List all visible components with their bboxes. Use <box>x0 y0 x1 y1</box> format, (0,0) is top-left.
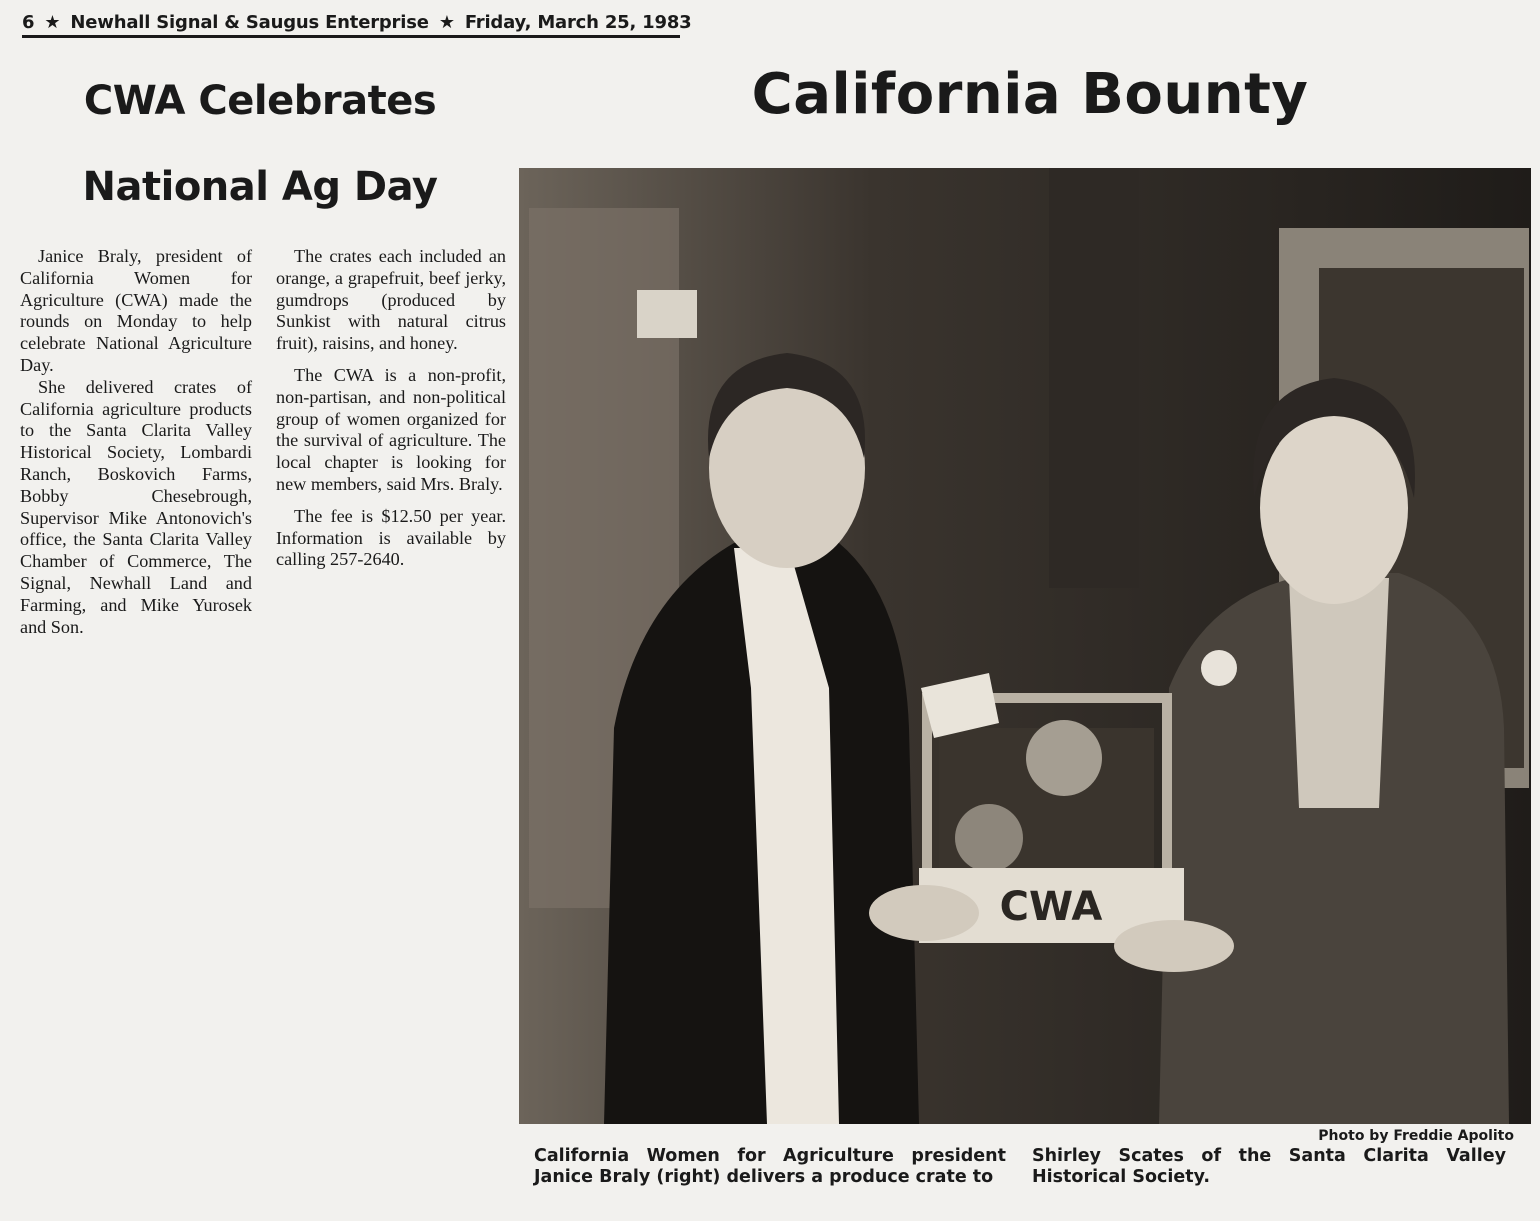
news-photo <box>519 168 1531 1124</box>
star-separator-left: ★ <box>44 12 61 33</box>
story-paragraph: She delivered crates of California agriculture products to the Santa Clarita Valley Historical Society, Lombardi Ranch, Boskovich Farms, Bobby Chesebrough, Supervisor Mike Antonovich's office, the Santa Clarita Valley Chamber of Commerce, The Signal, Newhall Land and Farming, and Mike Yurosek and Son. <box>20 376 252 637</box>
star-separator-right: ★ <box>438 12 455 33</box>
story-paragraph: The crates each included an orange, a grapefruit, beef jerky, gumdrops (produced by Sunkist with natural citrus fruit), raisins, and honey. <box>276 246 506 354</box>
woman-right-face <box>1260 412 1408 604</box>
crate-orange <box>955 804 1023 872</box>
page-number: 6 <box>22 12 35 33</box>
story-headline <box>0 58 520 230</box>
wall-sign <box>637 290 697 338</box>
story-paragraph: Janice Braly, president of California Women for Agriculture (CWA) made the rounds on Monday to help celebrate National Agriculture Day. <box>20 246 252 375</box>
hand-right <box>1114 920 1234 972</box>
badge-pin <box>1201 650 1237 686</box>
hand-left <box>869 885 979 941</box>
paper-name: Newhall Signal & Saugus Enterprise <box>70 12 429 33</box>
story-headline-line-1: CWA Celebrates <box>83 78 437 124</box>
story-headline-line-2: National Ag Day <box>82 164 438 210</box>
photo-headline: California Bounty <box>751 62 1309 127</box>
masthead-folio <box>22 12 692 38</box>
crate-bow <box>1026 720 1102 796</box>
photo-caption-right: Shirley Scates of the Santa Clarita Valley Historical Society. <box>1032 1146 1506 1187</box>
photo-caption-left: California Women for Agriculture president Janice Braly (right) delivers a produce crate to <box>534 1146 1006 1187</box>
story-paragraph: The CWA is a non-profit, non-partisan, and non-political group of women organized for the survival of agriculture. The local chapter is looking for new members, said Mrs. Braly. <box>276 364 506 494</box>
issue-date: Friday, March 25, 1983 <box>464 12 692 33</box>
story-column-2 <box>276 246 506 571</box>
photo-credit: Photo by Freddie Apolito <box>1318 1128 1514 1144</box>
story-column-1 <box>20 246 252 638</box>
woman-right-shirt <box>1289 578 1389 808</box>
wood-beam <box>1049 168 1139 588</box>
news-photo-illustration <box>519 168 1531 1124</box>
crate-logo-text: CWA <box>999 884 1103 930</box>
story-paragraph: The fee is $12.50 per year. Information is available by calling 257-2640. <box>276 505 506 570</box>
